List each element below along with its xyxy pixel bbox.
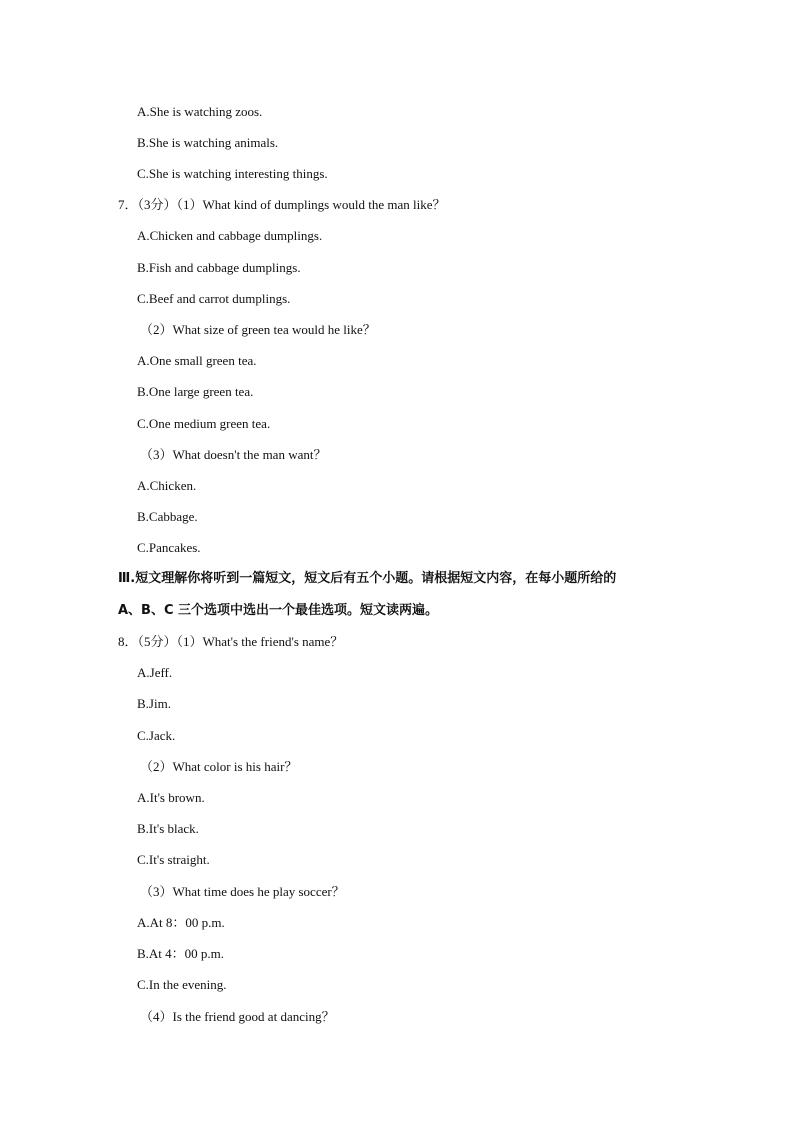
q6-option-a: A.She is watching zoos. — [137, 104, 263, 119]
q8-3-option-c: C.In the evening. — [137, 977, 227, 992]
q8-2-option-a: A.It's brown. — [137, 790, 205, 805]
q8-2-option-b: B.It's black. — [137, 821, 199, 836]
q6-option-b: B.She is watching animals. — [137, 135, 279, 150]
q7-3-option-a: A.Chicken. — [137, 478, 197, 493]
q7-2-option-a: A.One small green tea. — [137, 353, 257, 368]
q8-2-option-c: C.It's straight. — [137, 852, 210, 867]
q7-1-option-c: C.Beef and carrot dumplings. — [137, 291, 291, 306]
q8-1-option-b: B.Jim. — [137, 696, 171, 711]
q8-1-option-a: A.Jeff. — [137, 665, 173, 680]
q7-header: 7．（3分）（1）What kind of dumplings would the man like？ — [118, 197, 446, 212]
q7-2-question: （2）What size of green tea would he like？ — [140, 322, 376, 337]
q8-2-question: （2）What color is his hair？ — [140, 759, 298, 774]
q7-2-option-c: C.One medium green tea. — [137, 416, 271, 431]
q8-header: 8．（5分）（1）What's the friend's name？ — [118, 634, 344, 649]
section3-instruction-line1: Ⅲ.短文理解你将听到一篇短文，短文后有五个小题。请根据短文内容，在每小题所给的 — [118, 571, 617, 586]
q7-1-option-b: B.Fish and cabbage dumplings. — [137, 260, 301, 275]
q7-3-option-b: B.Cabbage. — [137, 509, 198, 524]
q7-1-option-a: A.Chicken and cabbage dumplings. — [137, 228, 323, 243]
q6-option-c: C.She is watching interesting things. — [137, 166, 328, 181]
q8-4-question: （4）Is the friend good at dancing？ — [140, 1009, 335, 1024]
q7-3-question: （3）What doesn't the man want？ — [140, 447, 327, 462]
q8-3-option-b: B.At 4：00 p.m. — [137, 946, 225, 961]
q7-3-option-c: C.Pancakes. — [137, 540, 201, 555]
q8-1-option-c: C.Jack. — [137, 728, 176, 743]
q8-3-question: （3）What time does he play soccer？ — [140, 884, 345, 899]
q8-3-option-a: A.At 8：00 p.m. — [137, 915, 225, 930]
q7-2-option-b: B.One large green tea. — [137, 384, 254, 399]
section3-instruction-line2: A、B、C 三个选项中选出一个最佳选项。短文读两遍。 — [118, 603, 439, 618]
